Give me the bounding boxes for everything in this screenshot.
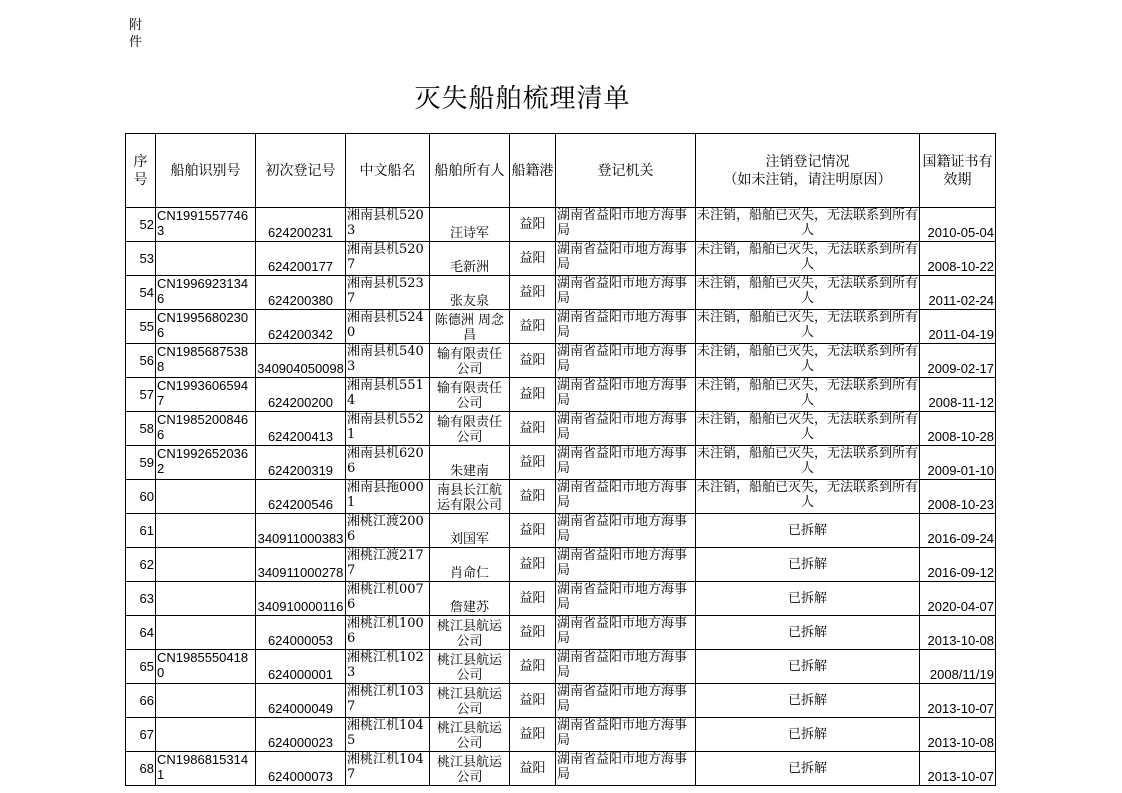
ship-list-table	[125, 133, 996, 786]
row-port: 益阳	[510, 310, 556, 344]
table-body	[126, 208, 996, 786]
row-mmsi: CN19915577463	[156, 208, 256, 242]
row-registration-number: 624200342	[256, 310, 346, 344]
row-certificate-validity: 2008-10-23	[920, 480, 996, 514]
row-ship-name: 湘桃江机1037	[346, 684, 430, 718]
row-mmsi: CN19956802306	[156, 310, 256, 344]
row-seq: 64	[126, 616, 156, 650]
row-owner: 桃江县航运公司	[430, 684, 510, 718]
row-mmsi: CN19969231346	[156, 276, 256, 310]
row-seq: 65	[126, 650, 156, 684]
row-status: 未注销，船舶已灭失，无法联系到所有人	[696, 310, 920, 344]
row-owner: 詹建苏	[430, 582, 510, 616]
row-registration-number: 624000001	[256, 650, 346, 684]
row-mmsi: CN19936065947	[156, 378, 256, 412]
row-status: 未注销，船舶已灭失，无法联系到所有人	[696, 378, 920, 412]
row-owner: 桃江县航运公司	[430, 752, 510, 786]
row-port: 益阳	[510, 548, 556, 582]
table-row	[126, 684, 996, 718]
row-ship-name: 湘南县机5203	[346, 208, 430, 242]
row-status: 未注销，船舶已灭失，无法联系到所有人	[696, 276, 920, 310]
row-port: 益阳	[510, 378, 556, 412]
header-registration-number: 初次登记号	[256, 134, 346, 208]
row-status: 未注销，船舶已灭失，无法联系到所有人	[696, 480, 920, 514]
row-certificate-validity: 2016-09-24	[920, 514, 996, 548]
row-certificate-validity: 2013-10-08	[920, 616, 996, 650]
table-row	[126, 208, 996, 242]
table-row	[126, 378, 996, 412]
row-agency: 湖南省益阳市地方海事局	[556, 242, 696, 276]
row-certificate-validity: 2013-10-07	[920, 752, 996, 786]
table-row	[126, 752, 996, 786]
row-ship-name: 湘南县机5514	[346, 378, 430, 412]
row-status: 已拆解	[696, 616, 920, 650]
row-mmsi	[156, 684, 256, 718]
row-seq: 58	[126, 412, 156, 446]
row-status: 已拆解	[696, 548, 920, 582]
row-owner: 桃江县航运公司	[430, 616, 510, 650]
row-ship-name: 湘桃江机1006	[346, 616, 430, 650]
row-mmsi	[156, 718, 256, 752]
row-agency: 湖南省益阳市地方海事局	[556, 650, 696, 684]
row-registration-number: 340904050098	[256, 344, 346, 378]
row-mmsi	[156, 616, 256, 650]
page-title: 灭失船舶梳理清单	[414, 84, 631, 114]
header-status	[696, 134, 920, 208]
table-row	[126, 310, 996, 344]
row-mmsi: CN19852008466	[156, 412, 256, 446]
row-certificate-validity: 2016-09-12	[920, 548, 996, 582]
row-status: 已拆解	[696, 650, 920, 684]
row-port: 益阳	[510, 480, 556, 514]
row-ship-name: 湘南县拖0001	[346, 480, 430, 514]
row-certificate-validity: 2009-01-10	[920, 446, 996, 480]
header-ship-name: 中文船名	[346, 134, 430, 208]
header-port: 船籍港	[510, 134, 556, 208]
header-status-line1: 注销登记情况	[765, 153, 850, 170]
row-agency: 湖南省益阳市地方海事局	[556, 718, 696, 752]
row-status: 未注销，船舶已灭失，无法联系到所有人	[696, 208, 920, 242]
row-owner: 肖命仁	[430, 548, 510, 582]
row-agency: 湖南省益阳市地方海事局	[556, 344, 696, 378]
row-seq: 68	[126, 752, 156, 786]
row-registration-number: 624000073	[256, 752, 346, 786]
table-row	[126, 276, 996, 310]
row-seq: 55	[126, 310, 156, 344]
table-header-row	[126, 134, 996, 208]
row-status: 已拆解	[696, 718, 920, 752]
table-row	[126, 582, 996, 616]
row-owner: 输有限责任公司	[430, 412, 510, 446]
row-registration-number: 624000023	[256, 718, 346, 752]
row-registration-number: 624200177	[256, 242, 346, 276]
row-registration-number: 340911000278	[256, 548, 346, 582]
row-registration-number: 624200200	[256, 378, 346, 412]
row-status: 未注销，船舶已灭失，无法联系到所有人	[696, 242, 920, 276]
row-mmsi	[156, 514, 256, 548]
row-port: 益阳	[510, 276, 556, 310]
row-agency: 湖南省益阳市地方海事局	[556, 446, 696, 480]
row-ship-name: 湘桃江渡2177	[346, 548, 430, 582]
row-mmsi: CN19856875388	[156, 344, 256, 378]
table-row	[126, 242, 996, 276]
row-port: 益阳	[510, 650, 556, 684]
row-owner: 张友泉	[430, 276, 510, 310]
row-ship-name: 湘桃江机1045	[346, 718, 430, 752]
row-registration-number: 340911000383	[256, 514, 346, 548]
row-registration-number: 624200546	[256, 480, 346, 514]
row-registration-number: 624000053	[256, 616, 346, 650]
row-certificate-validity: 2013-10-08	[920, 718, 996, 752]
row-port: 益阳	[510, 752, 556, 786]
table-row	[126, 548, 996, 582]
row-status: 已拆解	[696, 514, 920, 548]
row-mmsi	[156, 548, 256, 582]
row-registration-number: 624200413	[256, 412, 346, 446]
row-ship-name: 湘南县机5403	[346, 344, 430, 378]
row-owner: 刘国军	[430, 514, 510, 548]
row-port: 益阳	[510, 344, 556, 378]
table-row	[126, 718, 996, 752]
row-certificate-validity: 2008/11/19	[920, 650, 996, 684]
header-certificate-validity: 国籍证书有效期	[920, 134, 996, 208]
row-seq: 52	[126, 208, 156, 242]
row-status: 未注销，船舶已灭失，无法联系到所有人	[696, 412, 920, 446]
row-certificate-validity: 2008-10-22	[920, 242, 996, 276]
header-seq: 序号	[126, 134, 156, 208]
row-registration-number: 624000049	[256, 684, 346, 718]
row-port: 益阳	[510, 616, 556, 650]
row-ship-name: 湘南县机5521	[346, 412, 430, 446]
row-port: 益阳	[510, 684, 556, 718]
row-agency: 湖南省益阳市地方海事局	[556, 684, 696, 718]
row-port: 益阳	[510, 582, 556, 616]
row-port: 益阳	[510, 412, 556, 446]
row-certificate-validity: 2009-02-17	[920, 344, 996, 378]
row-ship-name: 湘南县机5207	[346, 242, 430, 276]
header-agency: 登记机关	[556, 134, 696, 208]
row-status: 已拆解	[696, 752, 920, 786]
table-row	[126, 650, 996, 684]
row-ship-name: 湘桃江机1023	[346, 650, 430, 684]
table-row	[126, 514, 996, 548]
row-status: 未注销，船舶已灭失，无法联系到所有人	[696, 446, 920, 480]
row-mmsi: CN19855504180	[156, 650, 256, 684]
row-seq: 54	[126, 276, 156, 310]
row-agency: 湖南省益阳市地方海事局	[556, 412, 696, 446]
table-row	[126, 412, 996, 446]
row-port: 益阳	[510, 514, 556, 548]
row-seq: 56	[126, 344, 156, 378]
row-port: 益阳	[510, 242, 556, 276]
row-owner: 输有限责任公司	[430, 344, 510, 378]
row-seq: 66	[126, 684, 156, 718]
row-ship-name: 湘桃江机1047	[346, 752, 430, 786]
row-mmsi: CN19868153141	[156, 752, 256, 786]
row-agency: 湖南省益阳市地方海事局	[556, 582, 696, 616]
row-agency: 湖南省益阳市地方海事局	[556, 616, 696, 650]
table-row	[126, 446, 996, 480]
row-port: 益阳	[510, 208, 556, 242]
row-ship-name: 湘南县机5237	[346, 276, 430, 310]
row-owner: 桃江县航运公司	[430, 650, 510, 684]
row-registration-number: 624200231	[256, 208, 346, 242]
row-mmsi	[156, 582, 256, 616]
row-mmsi	[156, 480, 256, 514]
row-certificate-validity: 2011-04-19	[920, 310, 996, 344]
row-seq: 62	[126, 548, 156, 582]
row-certificate-validity: 2008-11-12	[920, 378, 996, 412]
row-status: 已拆解	[696, 684, 920, 718]
row-certificate-validity: 2008-10-28	[920, 412, 996, 446]
row-owner: 朱建南	[430, 446, 510, 480]
row-seq: 53	[126, 242, 156, 276]
row-ship-name: 湘桃江渡2006	[346, 514, 430, 548]
row-ship-name: 湘桃江机0076	[346, 582, 430, 616]
row-agency: 湖南省益阳市地方海事局	[556, 514, 696, 548]
row-seq: 61	[126, 514, 156, 548]
row-seq: 57	[126, 378, 156, 412]
header-status-line2: （如未注销，请注明原因）	[723, 171, 892, 188]
row-registration-number: 624200380	[256, 276, 346, 310]
row-owner: 输有限责任公司	[430, 378, 510, 412]
table-row	[126, 616, 996, 650]
attachment-label: 附件	[129, 18, 143, 50]
row-agency: 湖南省益阳市地方海事局	[556, 480, 696, 514]
table-row	[126, 344, 996, 378]
row-status: 未注销，船舶已灭失，无法联系到所有人	[696, 344, 920, 378]
row-certificate-validity: 2011-02-24	[920, 276, 996, 310]
header-mmsi: 船舶识别号	[156, 134, 256, 208]
row-owner: 陈德洲 周念昌	[430, 310, 510, 344]
row-owner: 汪诗军	[430, 208, 510, 242]
row-seq: 60	[126, 480, 156, 514]
row-port: 益阳	[510, 446, 556, 480]
row-owner: 南县长江航运有限公司	[430, 480, 510, 514]
row-mmsi: CN19926520362	[156, 446, 256, 480]
row-agency: 湖南省益阳市地方海事局	[556, 548, 696, 582]
row-agency: 湖南省益阳市地方海事局	[556, 378, 696, 412]
row-port: 益阳	[510, 718, 556, 752]
row-agency: 湖南省益阳市地方海事局	[556, 208, 696, 242]
row-certificate-validity: 2020-04-07	[920, 582, 996, 616]
row-registration-number: 624200319	[256, 446, 346, 480]
row-agency: 湖南省益阳市地方海事局	[556, 310, 696, 344]
row-seq: 63	[126, 582, 156, 616]
row-certificate-validity: 2013-10-07	[920, 684, 996, 718]
row-owner: 桃江县航运公司	[430, 718, 510, 752]
header-owner: 船舶所有人	[430, 134, 510, 208]
row-agency: 湖南省益阳市地方海事局	[556, 752, 696, 786]
row-registration-number: 340910000116	[256, 582, 346, 616]
row-agency: 湖南省益阳市地方海事局	[556, 276, 696, 310]
row-mmsi	[156, 242, 256, 276]
row-ship-name: 湘南县机5240	[346, 310, 430, 344]
row-seq: 59	[126, 446, 156, 480]
row-seq: 67	[126, 718, 156, 752]
row-status: 已拆解	[696, 582, 920, 616]
table-row	[126, 480, 996, 514]
row-owner: 毛新洲	[430, 242, 510, 276]
row-ship-name: 湘南县机6206	[346, 446, 430, 480]
row-certificate-validity: 2010-05-04	[920, 208, 996, 242]
